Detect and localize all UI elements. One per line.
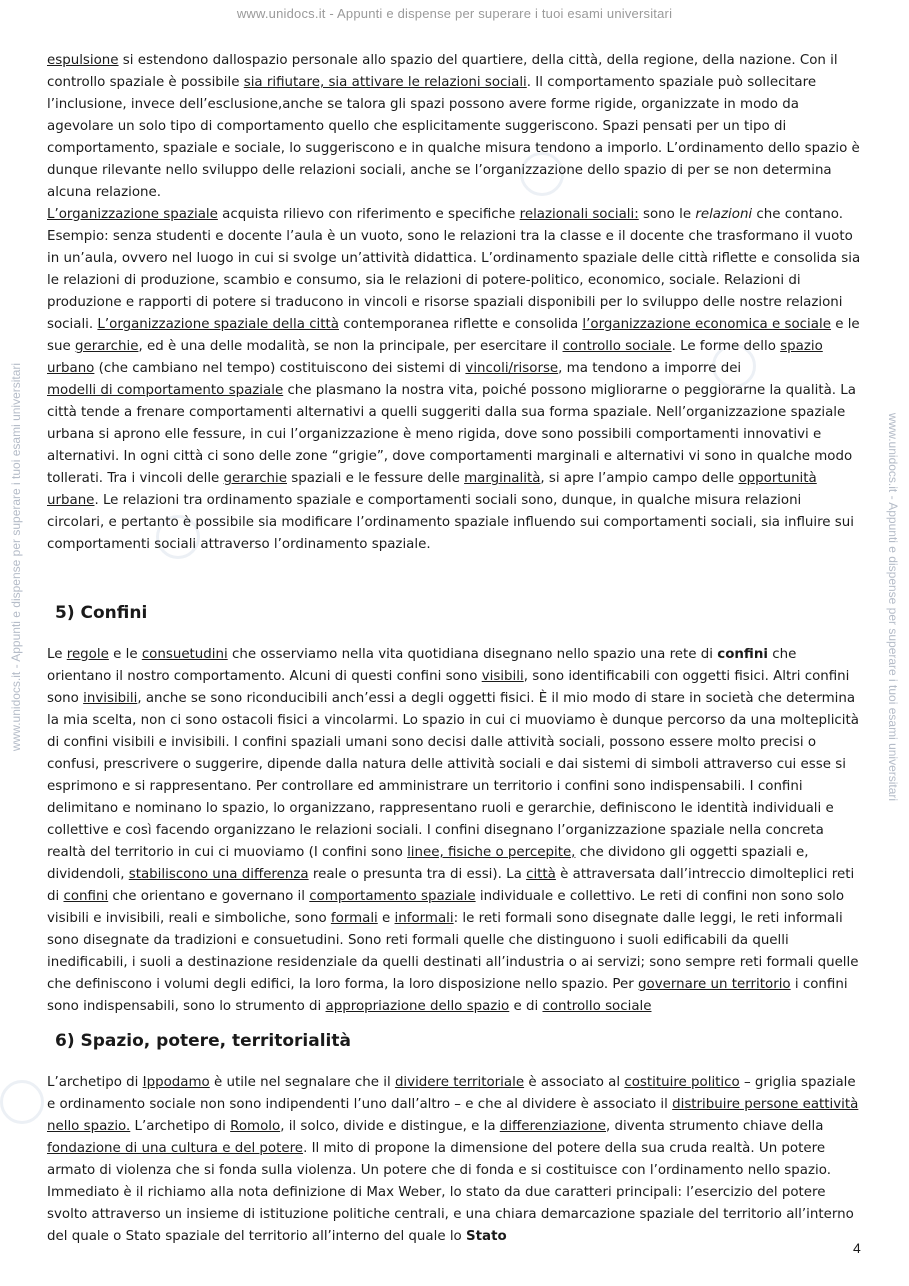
text-run: reale o presunta tra di essi). La <box>308 867 527 882</box>
underlined-term: dividere territoriale <box>394 1075 525 1090</box>
underlined-term: modelli di comportamento spaziale <box>47 383 284 398</box>
underlined-term: opportunità urbane <box>47 471 817 508</box>
underlined-term: linee, fisiche o percepite, <box>407 845 576 860</box>
text-run: che orientano e governano il <box>108 889 310 904</box>
underlined-term: distribuire persone eattività nello spazio. <box>47 1097 859 1134</box>
underlined-term: gerarchie <box>74 339 139 354</box>
underlined-term: fondazione di una cultura e del potere <box>47 1141 304 1156</box>
text-run: : le reti formali sono disegnate dalle leggi, le reti informali sono disegnate da tradizioni e consuetudini. Sono reti formali quelle che distinguono i suoli edificabili da quelli inedificabili, i suoli a destinazione residenziale da quelli destinati all’industria o ai servizi; sono sempre reti formali quelle che definiscono i volumi degli edifici, la loro forma, la loro disposizione nello spazio. Per <box>47 911 859 992</box>
text-run: è utile nel segnalare che il <box>209 1075 395 1090</box>
paragraph <box>47 644 862 1018</box>
underlined-term: gerarchie <box>223 471 287 486</box>
text-run: si estendono dallospazio personale allo spazio del quartiere, della città, della regione, della nazione. Con il controllo spaziale è possibile <box>47 53 838 90</box>
text-run: Le <box>47 647 67 662</box>
watermark-top: www.unidocs.it - Appunti e dispense per superare i tuoi esami universitari <box>236 6 673 21</box>
underlined-term: espulsione <box>47 53 119 68</box>
paragraph <box>47 380 862 556</box>
text-run: . Le forme dello <box>671 339 781 354</box>
underlined-term: appropriazione dello spazio <box>325 999 510 1014</box>
text-run: è attraversata dall’intreccio dimolteplici reti di <box>47 867 855 904</box>
text-run: che contano. Esempio: senza studenti e docente l’aula è un vuoto, sono le relazioni tra la classe e il docente che trasformano il vuoto in un’aula, ovvero nel luogo in cui si svolge un’attività didattica. L’ordinamento spaziale delle città riflette e consolida sia le relazioni di produzione, scambio e consumo, sia le relazioni di potere-politico, economico, sociale. Relazioni di produzione e rapporti di potere si traducono in vincoli e risorse spaziali disponibili per lo sviluppo delle nostre relazioni sociali. <box>47 207 861 332</box>
text-run: . Il mito di propone la dimensione del potere della sua cruda realtà. Un potere armato di violenza che si fonda sulla violenza. Un potere che di fonda e si costituisce con l’ordinamento nello spazio. Immediato è il richiamo alla nota definizione di Max Weber, lo stato da due caratteri principali: l’esercizio del potere svolto attraverso un insieme di istituzione politiche centrali, e una chiara demarcazione spaziale del territorio all’interno del quale o Stato spaziale del territorio all’interno del quale lo <box>47 1141 854 1244</box>
paragraph <box>47 204 862 380</box>
text-run: e <box>377 911 395 926</box>
italic-term: relazioni <box>695 207 753 222</box>
text-run: , ed è una delle modalità, se non la principale, per esercitare il <box>138 339 563 354</box>
bold-term: confini <box>717 647 768 662</box>
watermark-right <box>883 300 903 920</box>
underlined-term: L’organizzazione spaziale <box>47 207 218 222</box>
underlined-term: regole <box>66 647 109 662</box>
text-run: e di <box>509 999 543 1014</box>
text-run: che osserviamo nella vita quotidiana disegnano nello spazio una rete di <box>227 647 718 662</box>
underlined-term: l’organizzazione economica e sociale <box>582 317 831 332</box>
underlined-term: marginalità <box>464 471 541 486</box>
underlined-term: controllo sociale <box>542 999 652 1014</box>
text-run: contemporanea riflette e consolida <box>338 317 583 332</box>
underlined-term: città <box>526 867 556 882</box>
underlined-term: comportamento spaziale <box>309 889 476 904</box>
section-heading: 5) Confini <box>55 603 148 623</box>
underlined-term: consuetudini <box>141 647 228 662</box>
text-run: che plasmano la nostra vita, poiché possono migliorarne o peggiorarne la qualità. La città tende a frenare comportamenti alternativi a quelli suggeriti dalla sua forma spaziale. Nell’organizzazione spaziale urbana si aprono elle fessure, in cui l’organizzazione è meno rigida, dove sono possibili comportamenti innovativi e alternativi. In ogni città ci sono delle zone “grigie”, dove comportamenti marginali e alternativi vi sono in qualche modo tollerati. Tra i vincoli delle <box>47 383 856 486</box>
text-run: . Le relazioni tra ordinamento spaziale e comportamenti sociali sono, dunque, in qualche misura relazioni circolari, e pertanto è possibile sia modificare l’ordinamento spaziale influendo sui comportamenti sociali, sia influire sui comportamenti sociali attraverso l’ordinamento spaziale. <box>47 493 854 552</box>
document-body <box>47 50 862 1248</box>
underlined-term: Romolo <box>230 1119 281 1134</box>
underlined-term: relazionali sociali: <box>519 207 639 222</box>
page-number: 4 <box>853 1240 861 1256</box>
underlined-term: stabiliscono una differenza <box>128 867 309 882</box>
text-run: e le <box>108 647 142 662</box>
text-run: spaziali e le fessure delle <box>287 471 465 486</box>
text-run: , sono identificabili con oggetti fisici. Altri confini sono <box>47 669 850 706</box>
text-run: che dividono gli oggetti spaziali e, dividendoli, <box>47 845 809 882</box>
text-run: individuale e collettivo. Le reti di confini non sono solo visibili e invisibili, reali e simboliche, sono <box>47 889 845 926</box>
text-run: , diventa strumento chiave della <box>606 1119 824 1134</box>
text-run: (che cambiano nel tempo) costituiscono dei sistemi di <box>94 361 466 376</box>
text-run: – griglia spaziale e ordinamento sociale non sono indipendenti l’uno dall’altro – e che al dividere è associato il <box>47 1075 856 1112</box>
underlined-term: formali <box>330 911 378 926</box>
underlined-term: confini <box>63 889 109 904</box>
watermark-left-text: www.unidocs.it - Appunti e dispense per superare i tuoi esami universitari <box>9 362 23 752</box>
underlined-term: governare un territorio <box>638 977 791 992</box>
underlined-term: costituire politico <box>624 1075 740 1090</box>
underlined-term: controllo sociale <box>562 339 672 354</box>
watermark-right-text: www.unidocs.it - Appunti e dispense per superare i tuoi esami universitari <box>886 412 900 802</box>
underlined-term: informali <box>394 911 454 926</box>
text-run: acquista rilievo con riferimento e specifiche <box>217 207 520 222</box>
text-run: , ma tendono a imporre dei <box>558 361 742 376</box>
underlined-term: L’organizzazione spaziale della città <box>97 317 339 332</box>
bold-term: Stato <box>466 1229 507 1244</box>
underlined-term: differenziazione <box>499 1119 607 1134</box>
text-run: . Il comportamento spaziale può sollecitare l’inclusione, invece dell’esclusione,anche se talora gli spazi possono avere forme rigide, organizzate in modo da agevolare un solo tipo di comportamento quello che esplicitamente suggeriscono. Spazi pensati per un tipo di comportamento, spaziale e sociale, lo suggeriscono e in qualche misura tendono a imporlo. L’ordinamento dello spazio è dunque rilevante nello sviluppo delle relazioni sociali, anche se l’organizzazione dello spazio di per se non determina alcuna relazione. <box>47 75 860 200</box>
text-run: , anche se sono riconducibili anch’essi a degli oggetti fisici. È il mio modo di stare in società che determina la mia scelta, non ci sono ostacoli fisici a vincolarmi. Lo spazio in cui ci muoviamo è dunque percorso da una molteplicità di confini visibili e invisibili. I confini spaziali umani sono decisi dalle attività sociali, possono essere molto precisi o confusi, prescrivere o suggerire, dipende dalla natura delle attività sociali e dai sistemi di simboli attraverso cui esse si esprimono e si rappresentano. Per controllare ed amministrare un territorio i confini sono indispensabili. I confini delimitano e nominano lo spazio, lo organizzano, rappresentano ruoli e gerarchie, definiscono le identità individuali e collettive e così facendo organizzano le relazioni sociali. I confini disegnano l’organizzazione spaziale nella concreta realtà del territorio in cui ci muoviamo (I confini sono <box>47 691 859 860</box>
watermark-logo-icon <box>0 1080 44 1124</box>
text-run: che orientano il nostro comportamento. Alcuni di questi confini sono <box>47 647 797 684</box>
text-run: i confini sono indispensabili, sono lo strumento di <box>47 977 848 1014</box>
text-run: , si apre l’ampio campo delle <box>540 471 739 486</box>
text-run: sono le <box>638 207 696 222</box>
underlined-term: vincoli/risorse <box>465 361 559 376</box>
underlined-term: visibili <box>481 669 524 684</box>
text-run: L’archetipo di <box>47 1075 143 1090</box>
paragraph <box>47 1072 862 1248</box>
underlined-term: Ippodamo <box>142 1075 210 1090</box>
text-run: è associato al <box>524 1075 625 1090</box>
text-run: L’archetipo di <box>130 1119 231 1134</box>
paragraph <box>47 50 862 204</box>
underlined-term: sia rifiutare, sia attivare le relazioni sociali <box>243 75 527 90</box>
watermark-left <box>6 250 26 870</box>
text-run: e le sue <box>47 317 860 354</box>
section-heading: 6) Spazio, potere, territorialità <box>55 1031 351 1051</box>
underlined-term: invisibili <box>83 691 138 706</box>
underlined-term: spazio urbano <box>47 339 823 376</box>
text-run: , il solco, divide e distingue, e la <box>280 1119 500 1134</box>
